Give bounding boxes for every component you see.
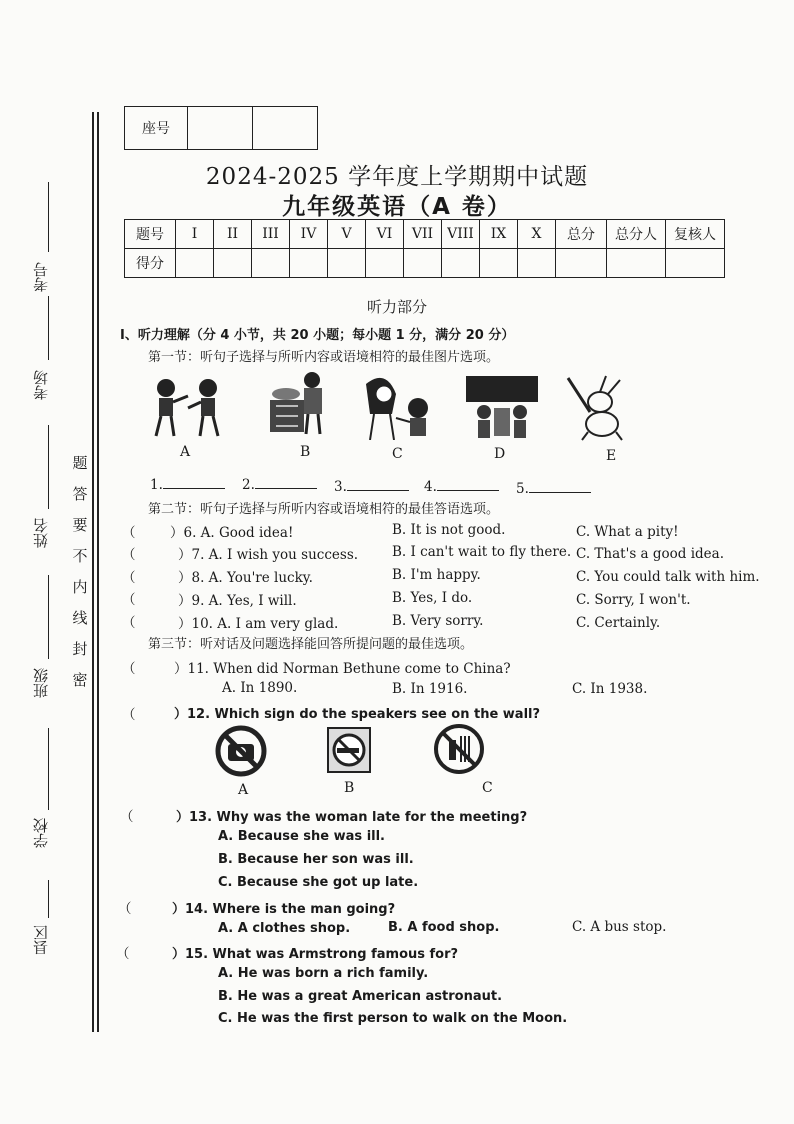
answer-paren[interactable]: （	[122, 525, 136, 541]
blank-line[interactable]	[529, 480, 591, 493]
answer-blank-5[interactable]	[516, 480, 591, 497]
class-blank[interactable]	[48, 575, 49, 659]
score-cell[interactable]	[666, 249, 725, 278]
question-11-option-c: C. In 1938.	[572, 681, 648, 697]
county-blank[interactable]	[48, 880, 49, 918]
question-6: ）6. A. Good idea!	[170, 525, 294, 541]
question-11-option-b: B. In 1916.	[392, 681, 468, 697]
question-14-option-a: A. A clothes shop.	[218, 921, 351, 936]
score-row-label: 得分	[125, 249, 176, 278]
score-header-cell: IX	[480, 220, 518, 249]
answer-paren[interactable]: （	[122, 707, 136, 723]
picture-label: B	[300, 444, 311, 460]
score-header-cell: 题号	[125, 220, 176, 249]
answer-paren[interactable]: （	[118, 901, 132, 917]
blank-number: 3.	[334, 479, 347, 495]
score-cell[interactable]	[607, 249, 666, 278]
seat-number-label: 座号	[125, 107, 188, 150]
question-15-option-b: B. He was a great American astronaut.	[218, 989, 503, 1004]
answer-paren[interactable]: （	[122, 661, 136, 677]
score-header-cell: 总分	[556, 220, 607, 249]
picture-label: D	[494, 446, 506, 462]
exam-number-label: 考号	[32, 262, 50, 292]
picture-d-classroom-icon	[464, 372, 540, 440]
answer-paren[interactable]: （	[122, 570, 136, 586]
picture-a-two-people-icon	[146, 374, 230, 438]
score-cell[interactable]	[480, 249, 518, 278]
answer-paren[interactable]: （	[122, 547, 136, 563]
blank-number: 2.	[242, 477, 255, 493]
question-15: ）15. What was Armstrong famous for?	[172, 947, 459, 962]
exam-room-label: 考场	[32, 370, 50, 400]
question-7-option-c: C. That's a good idea.	[576, 546, 724, 562]
score-cell[interactable]	[328, 249, 366, 278]
question-11-option-a: A. In 1890.	[222, 680, 298, 696]
score-header-cell: II	[214, 220, 252, 249]
question-12: ）12. Which sign do the speakers see on the wall?	[174, 707, 541, 722]
question-13-option-b: B. Because her son was ill.	[218, 852, 414, 867]
score-header-cell: 总分人	[607, 220, 666, 249]
question-14-option-c: C. A bus stop.	[572, 919, 667, 935]
exam-title: 2024-2025 学年度上学期期中试题	[205, 164, 589, 190]
answer-blank-3[interactable]	[334, 478, 409, 495]
question-9-option-c: C. Sorry, I won't.	[576, 592, 691, 608]
sign-label: A	[238, 782, 249, 798]
answer-blank-2[interactable]	[242, 476, 317, 493]
no-smoking-sign-icon	[326, 726, 372, 774]
question-15-option-c: C. He was the first person to walk on the Moon.	[218, 1011, 568, 1026]
question-9: ）9. A. Yes, I will.	[178, 593, 297, 609]
blank-line[interactable]	[347, 478, 409, 491]
question-13: ）13. Why was the woman late for the meeting?	[176, 810, 528, 825]
score-cell[interactable]	[442, 249, 480, 278]
school-blank[interactable]	[48, 728, 49, 810]
no-camera-sign-icon	[214, 724, 268, 778]
blank-number: 4.	[424, 479, 437, 495]
question-14-option-b: B. A food shop.	[388, 920, 500, 935]
question-9-option-b: B. Yes, I do.	[392, 590, 473, 606]
score-table-score-row	[125, 249, 725, 278]
blank-number: 1.	[150, 477, 163, 493]
score-cell[interactable]	[214, 249, 252, 278]
seat-number-cell[interactable]	[253, 107, 318, 150]
score-cell[interactable]	[518, 249, 556, 278]
seat-number-table	[124, 106, 318, 150]
question-7-option-b: B. I can't wait to fly there.	[392, 544, 572, 560]
picture-e-rabbit-icon	[560, 372, 630, 442]
score-header-cell: V	[328, 220, 366, 249]
no-food-drink-sign-icon	[432, 722, 486, 776]
blank-line[interactable]	[255, 476, 317, 489]
score-header-cell: I	[176, 220, 214, 249]
answer-paren[interactable]: （	[116, 946, 130, 962]
score-cell[interactable]	[366, 249, 404, 278]
section3-instruction: 第三节：听对话及问题选择能回答所提问题的最佳选项。	[148, 637, 474, 652]
score-header-cell: X	[518, 220, 556, 249]
question-13-option-c: C. Because she got up late.	[218, 875, 419, 890]
picture-label: C	[392, 446, 403, 462]
binding-line-outer	[92, 112, 94, 1032]
question-7: ）7. A. I wish you success.	[178, 547, 359, 563]
answer-paren[interactable]: （	[122, 592, 136, 608]
score-table-header-row	[125, 220, 725, 249]
picture-c-mother-child-icon	[356, 374, 440, 440]
score-cell[interactable]	[290, 249, 328, 278]
class-label: 班级	[32, 668, 50, 698]
question-6-option-b: B. It is not good.	[392, 522, 506, 538]
seal-notice: 题 答 要 不 内 线 封 密	[72, 454, 88, 689]
score-table	[124, 219, 725, 278]
question-8-option-b: B. I'm happy.	[392, 567, 481, 583]
answer-blank-4[interactable]	[424, 478, 499, 495]
question-11: ）11. When did Norman Bethune come to China?	[174, 661, 511, 677]
question-6-option-c: C. What a pity!	[576, 524, 679, 540]
question-13-option-a: A. Because she was ill.	[218, 829, 385, 844]
score-header-cell: III	[252, 220, 290, 249]
part1-heading: I、听力理解（分 4 小节，共 20 小题；每小题 1 分，满分 20 分）	[120, 328, 515, 343]
binding-line-inner	[97, 112, 99, 1032]
section2-instruction: 第二节：听句子选择与所听内容或语境相符的最佳答语选项。	[148, 502, 500, 517]
question-8-option-c: C. You could talk with him.	[576, 569, 760, 585]
name-label: 姓名	[32, 518, 50, 548]
blank-line[interactable]	[163, 476, 225, 489]
score-header-cell: VI	[366, 220, 404, 249]
blank-number: 5.	[516, 481, 529, 497]
school-label: 学校	[32, 818, 50, 848]
score-header-cell: IV	[290, 220, 328, 249]
section1-instruction: 第一节：听句子选择与所听内容或语境相符的最佳图片选项。	[148, 350, 500, 365]
answer-paren[interactable]: （	[122, 615, 136, 631]
section-title: 听力部分	[366, 298, 427, 316]
question-10-option-c: C. Certainly.	[576, 615, 661, 631]
score-cell[interactable]	[404, 249, 442, 278]
score-header-cell: 复核人	[666, 220, 725, 249]
name-blank[interactable]	[48, 425, 49, 509]
score-cell[interactable]	[252, 249, 290, 278]
answer-paren[interactable]: （	[120, 809, 134, 825]
question-10-option-b: B. Very sorry.	[392, 613, 484, 629]
sign-label: C	[482, 780, 493, 796]
score-header-cell: VIII	[442, 220, 480, 249]
blank-line[interactable]	[437, 478, 499, 491]
picture-b-cooking-icon	[262, 370, 336, 438]
question-8: ）8. A. You're lucky.	[178, 570, 313, 586]
picture-label: E	[606, 448, 617, 464]
question-14: ）14. Where is the man going?	[172, 902, 396, 917]
sign-label: B	[344, 780, 355, 796]
picture-label: A	[180, 444, 191, 460]
question-15-option-a: A. He was born a rich family.	[218, 966, 429, 981]
exam-subtitle: 九年级英语（A 卷）	[282, 194, 512, 220]
answer-blank-1[interactable]	[150, 476, 225, 493]
question-10: ）10. A. I am very glad.	[178, 616, 339, 632]
score-header-cell: VII	[404, 220, 442, 249]
county-label: 县区	[32, 925, 50, 955]
seat-number-cell[interactable]	[188, 107, 253, 150]
score-cell[interactable]	[556, 249, 607, 278]
score-cell[interactable]	[176, 249, 214, 278]
